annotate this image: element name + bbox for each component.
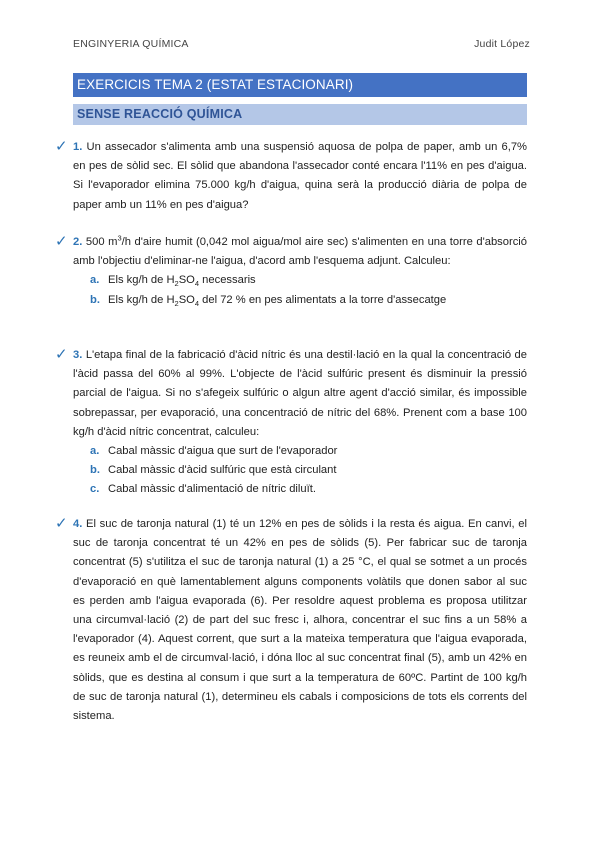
check-icon: ✓ [55, 346, 68, 363]
list-item: a. Els kg/h de $H_2SO_4$ necessaris [90, 274, 256, 289]
exercise-2 [55, 233, 528, 310]
page-title: EXERCICIS TEMA 2 (ESTAT ESTACIONARI) [73, 73, 527, 97]
exercise-text: 500 $m^3/h$ d'aire humit (0,042 mol aigua/mol aire sec) s'alimenten en una torre d'absorció amb l'objectiu d'eliminar-ne l'aigua, d'acord amb l'esquema adjunt. Calculeu: [73, 233, 528, 268]
exercise-3 [55, 346, 527, 500]
list-item: c. Cabal màssic d'alimentació de nítric diluït. [90, 483, 316, 496]
list-item: a. Cabal màssic d'aigua que surt de l'evaporador [90, 445, 338, 458]
section-subtitle: SENSE REACCIÓ QUÍMICA [73, 104, 527, 125]
exercise-number: 1. [73, 141, 83, 153]
exercise-text: Un assecador s'alimenta amb una suspensió aquosa de polpa de paper, amb un 6,7% en pes de sòlid sec. El sòlid que abandona l'assecador conté encara l'11% en pes d'aigua. Si l'evaporador elimina 75.000 kg/h d'aigua, quina serà la producció diària de polpa de paper amb un 11% en pes d'aigua? [73, 141, 528, 211]
check-icon: ✓ [55, 233, 68, 250]
exercise-number: 2. [73, 236, 83, 248]
exercise-text: L'etapa final de la fabricació d'àcid nítric és una destil·lació en la qual la concentració de l'àcid passa del 60% al 99%. L'objecte de l'àcid sulfúric present és disminuir la pressió parcial de l'aigua. Si no s'afegeix sulfúric o algun altre agent d'acció similar, és impossible sobrepassar, per evaporació, una concentració de nítric del 68%. Prenent com a base 100 kg/h d'àcid nítric concentrat, calculeu: [73, 349, 527, 438]
check-icon: ✓ [55, 138, 68, 155]
exercise-subitems [73, 271, 527, 309]
exercise-number: 3. [73, 349, 83, 361]
check-icon: ✓ [55, 515, 68, 532]
list-item: b. Cabal màssic d'àcid sulfúric que està circulant [90, 464, 337, 477]
exercise-subitems [73, 442, 527, 500]
exercise-4 [55, 515, 527, 726]
exercise-text: El suc de taronja natural (1) té un 12% en pes de sòlids i la resta és aigua. En canvi, el suc de taronja concentrat té un 42% en pes de sòlids (5). Per fabricar suc de taronja concentrat (5) s'utilitza el suc de taronja natural (1) a 25 °C, el qual se sotmet a un procés d'evaporació en què lamentablement alguns components volàtils que donen sabor al suc es perden amb l'aigua evaporada (6). Per resoldre aquest problema es proposa utilitzar una circumval·lació (2) de part del suc fresc i, alhora, concentrar el suc fins a un 58% a l'evaporador (4). Aquest corrent, que surt a la mateixa temperatura que l'aigua evaporada, es reuneix amb el de circumval·lació, i dóna lloc al suc concentrat final (5), amb un 42% en sòlids, que es destina al consum i que surt a la temperatura de 60ºC. Partint de 100 kg/h de suc de taronja natural (1), determineu els cabals i composicions de tots els corrents del sistema. [73, 518, 527, 723]
exercise-number: 4. [73, 518, 83, 530]
list-item: b. Els kg/h de $H_2SO_4$ del 72 % en pes alimentats a la torre d'assecatge [90, 293, 447, 308]
header-course-title: ENGINYERIA QUÍMICA [73, 38, 189, 50]
header-author: Judit López [474, 38, 530, 50]
exercise-1 [55, 138, 528, 215]
